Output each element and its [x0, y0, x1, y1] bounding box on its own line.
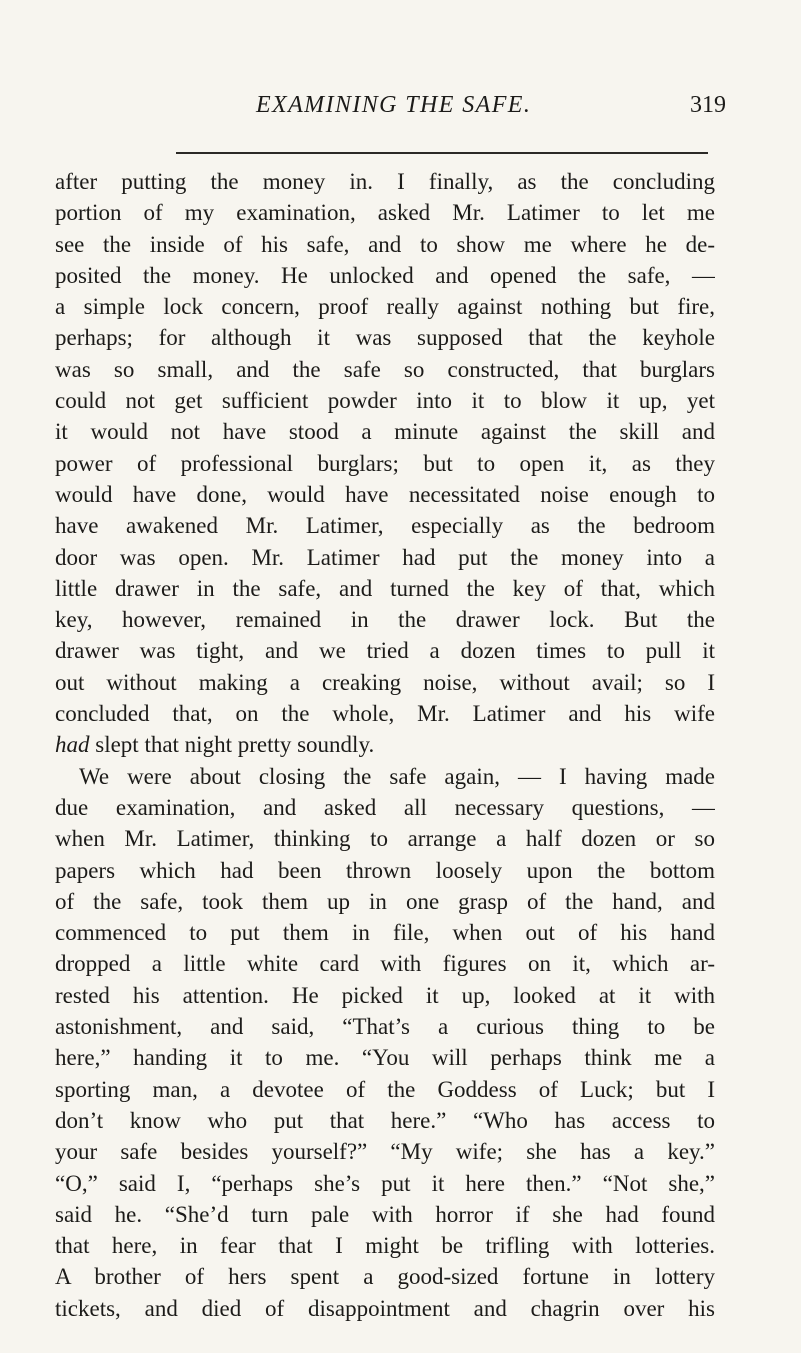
text-line: said he. “She’d turn pale with horror if she had found: [55, 1201, 715, 1227]
text-line: after putting the money in. I finally, as the concluding: [55, 169, 715, 194]
text-line: that here, in fear that I might be trifling with lotteries.: [55, 1233, 715, 1259]
running-title: EXAMINING THE SAFE.: [256, 92, 532, 118]
text-line: when Mr. Latimer, thinking to arrange a half dozen or so: [55, 826, 715, 852]
text-line: “O,” said I, “perhaps she’s put it here then.” “Not she,”: [55, 1170, 715, 1196]
text-line: A brother of hers spent a good-sized fortune in lottery: [55, 1264, 715, 1290]
text-line: power of professional burglars; but to open it, as they: [55, 450, 715, 476]
text-line: portion of my examination, asked Mr. Latimer to let me: [55, 200, 715, 226]
paragraph-start-line: We were about closing the safe again, — I having made: [79, 763, 715, 789]
text-line: posited the money. He unlocked and opened the safe, —: [55, 262, 715, 288]
italic-word: had: [55, 732, 90, 758]
text-line: [55, 729, 715, 760]
text-line: key, however, remained in the drawer lock. But the: [55, 607, 715, 633]
body-text: [55, 166, 715, 1324]
text-line: dropped a little white card with figures on it, which ar-: [55, 951, 715, 977]
page-number: 319: [690, 92, 726, 118]
text-line: commenced to put them in file, when out of his hand: [55, 920, 715, 946]
text-line: little drawer in the safe, and turned the key of that, which: [55, 575, 715, 601]
text-line: have awakened Mr. Latimer, especially as the bedroom: [55, 513, 715, 539]
text-line: perhaps; for although it was supposed that the keyhole: [55, 325, 715, 351]
text-line: sporting man, a devotee of the Goddess of Luck; but I: [55, 1076, 715, 1102]
text-line: could not get sufficient powder into it to blow it up, yet: [55, 388, 715, 414]
text-line: see the inside of his safe, and to show me where he de-: [55, 231, 715, 257]
text-line: would have done, would have necessitated noise enough to: [55, 481, 715, 507]
text-line: tickets, and died of disappointment and chagrin over his: [55, 1295, 715, 1321]
text-line: your safe besides yourself?” “My wife; she has a key.”: [55, 1139, 715, 1165]
text-line: here,” handing it to me. “You will perhaps think me a: [55, 1045, 715, 1071]
text-line: [55, 698, 715, 729]
text-line: of the safe, took them up in one grasp of the hand, and: [55, 888, 715, 914]
text-line: drawer was tight, and we tried a dozen times to pull it: [55, 638, 715, 664]
text-line-segment: slept that night pretty soundly.: [95, 732, 375, 758]
text-line: don’t know who put that here.” “Who has access to: [55, 1107, 715, 1133]
text-line: rested his attention. He picked it up, looked at it with: [55, 982, 715, 1008]
text-line: a simple lock concern, proof really against nothing but fire,: [55, 294, 715, 320]
text-line: papers which had been thrown loosely upon the bottom: [55, 857, 715, 883]
text-line: out without making a creaking noise, without avail; so I: [55, 669, 715, 695]
text-line: was so small, and the safe so constructed, that burglars: [55, 356, 715, 382]
text-line: due examination, and asked all necessary questions, —: [55, 794, 715, 820]
text-line: door was open. Mr. Latimer had put the money into a: [55, 544, 715, 570]
text-line-segment: concluded that, on the whole, Mr. Latimer and his wife: [55, 701, 715, 727]
text-line: it would not have stood a minute against the skill and: [55, 419, 715, 445]
text-line: astonishment, and said, “That’s a curious thing to be: [55, 1014, 715, 1040]
header-rule: [176, 152, 708, 154]
running-head: [256, 92, 726, 132]
